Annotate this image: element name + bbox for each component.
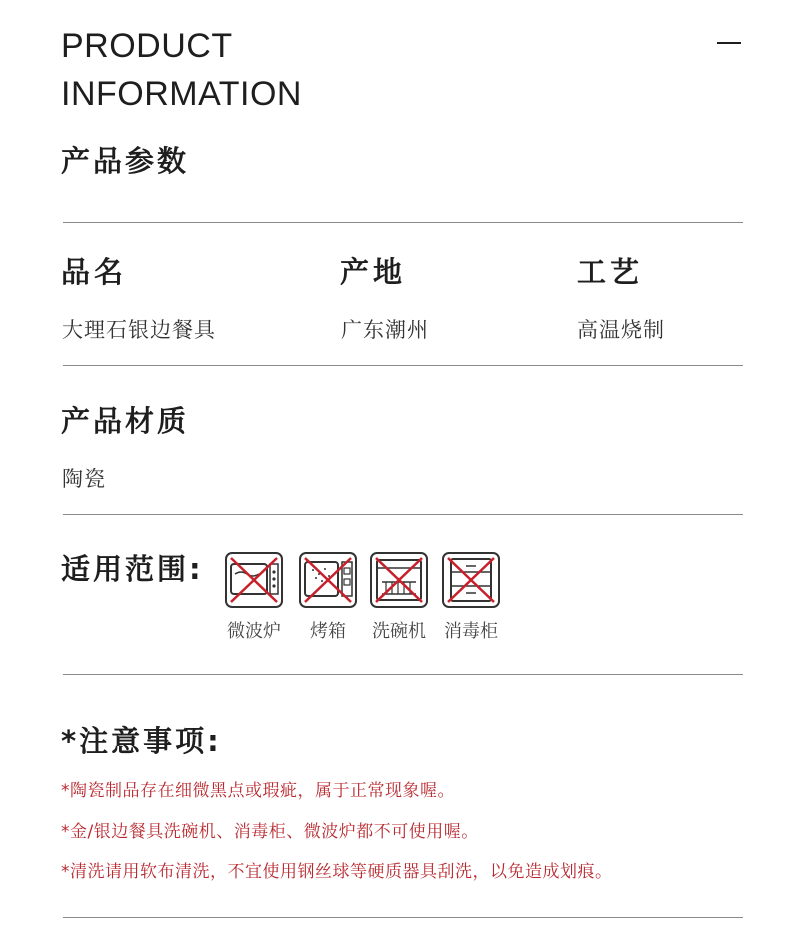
note-item: *陶瓷制品存在细微黑点或瑕疵，属于正常现象喔。 [61,781,455,801]
dishwasher-icon [370,552,428,608]
page-title [61,22,302,118]
param-value-origin: 广东潮州 [341,318,429,342]
note-item: *清洗请用软布清洗，不宜使用钢丝球等硬质器具刮洗，以免造成划痕。 [61,862,613,882]
title-line-2: INFORMATION [61,75,302,113]
notes-title: *注意事项: [61,724,222,758]
microwave-icon [225,552,283,608]
oven-icon [299,552,357,608]
microwave-caption: 微波炉 [227,621,281,642]
divider [63,365,743,366]
sterilizer-cabinet-icon [442,552,500,608]
dishwasher-caption: 洗碗机 [372,621,426,642]
material-label: 产品材质 [61,404,190,438]
param-label-craft: 工艺 [577,255,644,289]
divider [63,222,743,223]
oven-caption: 烤箱 [310,621,346,642]
usage-label: 适用范围: [61,552,204,586]
param-value-name: 大理石银边餐具 [62,318,216,342]
divider [63,917,743,918]
sterilizer-caption: 消毒柜 [444,621,498,642]
divider [63,514,743,515]
title-line-1: PRODUCT [61,27,233,65]
collapse-icon[interactable] [717,42,741,44]
param-label-name: 品名 [61,255,128,289]
note-item: *金/银边餐具洗碗机、消毒柜、微波炉都不可使用喔。 [61,822,479,842]
material-value: 陶瓷 [62,467,106,491]
param-value-craft: 高温烧制 [577,318,665,342]
section-subtitle: 产品参数 [61,144,190,178]
param-label-origin: 产地 [340,255,407,289]
divider [63,674,743,675]
